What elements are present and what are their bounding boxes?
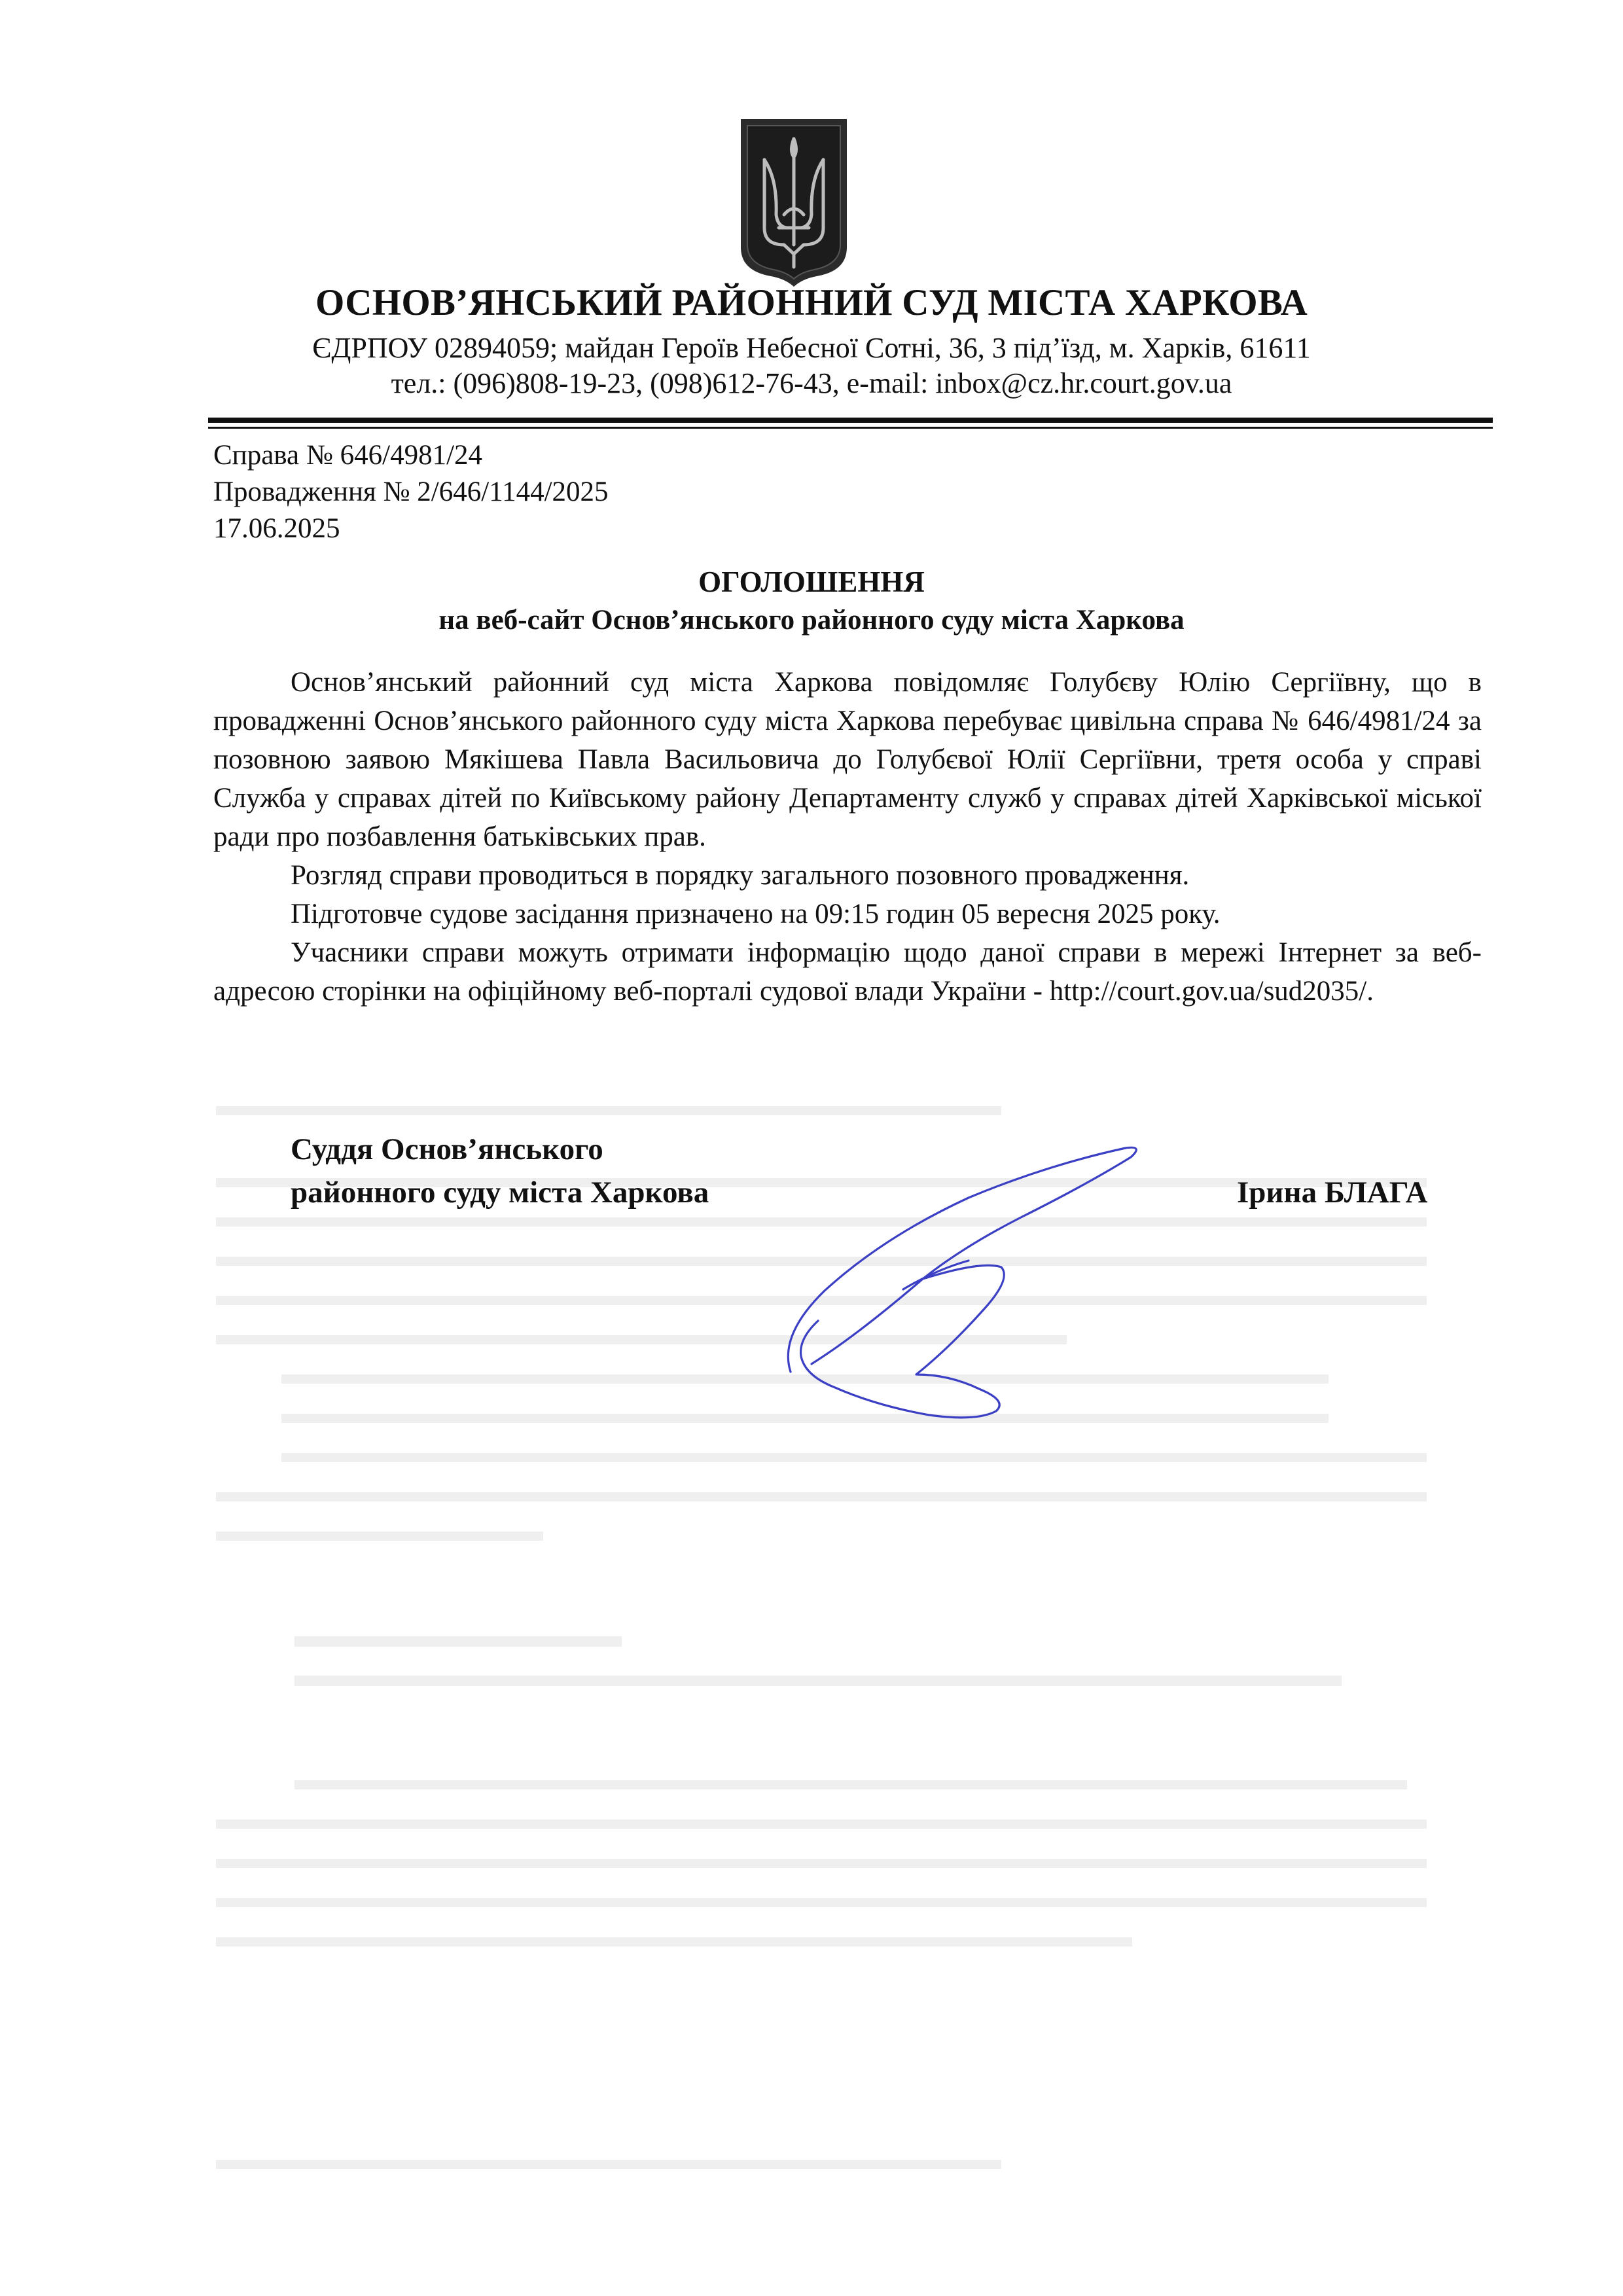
header-divider-thick (208, 418, 1493, 423)
coat-of-arms-icon (738, 117, 849, 288)
judge-title-line-2: районного суду міста Харкова (291, 1175, 709, 1210)
body-paragraph: Розгляд справи проводиться в порядку загального позовного провадження. (291, 860, 1190, 891)
body-paragraph: Учасники справи можуть отримати інформацію щодо даної справи в мережі Інтернет за веб-адресою сторінки на офіційному веб-порталі судової влади України - http://court.gov.ua/sud2035/. (213, 937, 1482, 1007)
handwritten-signature (772, 1139, 1152, 1427)
court-name: ОСНОВ’ЯНСЬКИЙ РАЙОННИЙ СУД МІСТА ХАРКОВА (315, 282, 1308, 323)
announcement-subheading: на веб-сайт Основ’янського районного суду міста Харкова (438, 605, 1185, 636)
body-paragraph: Основ’янський районний суд міста Харкова повідомляє Голубєву Юлію Сергіївну, що в провадженні Основ’янського районного суду міста Харкова перебуває цивільна справа № 646/4981/24 за позовною заявою Мякішева Павла Васильовича до Голубєвої Юлії Сергіївни, третя особа у справі Служба у справах дітей по Київському району Департаменту служб у справах дітей Харківської міської ради про позбавлення батьківських прав. (213, 667, 1482, 852)
judge-name: Ірина БЛАГА (1237, 1175, 1428, 1210)
document-date: 17.06.2025 (213, 513, 340, 544)
announcement-heading: ОГОЛОШЕННЯ (698, 565, 925, 598)
court-contacts: тел.: (096)808-19-23, (098)612-76-43, e-mail: inbox@cz.hr.court.gov.ua (391, 367, 1232, 399)
body-paragraph: Підготовче судове засідання призначено на 09:15 годин 05 вересня 2025 року. (291, 899, 1221, 929)
court-address: ЄДРПОУ 02894059; майдан Героїв Небесної Сотні, 36, 3 під’їзд, м. Харків, 61611 (312, 332, 1311, 364)
announcement-body (213, 663, 1482, 1011)
case-number: Справа № 646/4981/24 (213, 440, 483, 471)
judge-title-line-1: Суддя Основ’янського (291, 1132, 603, 1166)
proceeding-number: Провадження № 2/646/1144/2025 (213, 476, 609, 507)
header-divider-thin (208, 427, 1493, 429)
